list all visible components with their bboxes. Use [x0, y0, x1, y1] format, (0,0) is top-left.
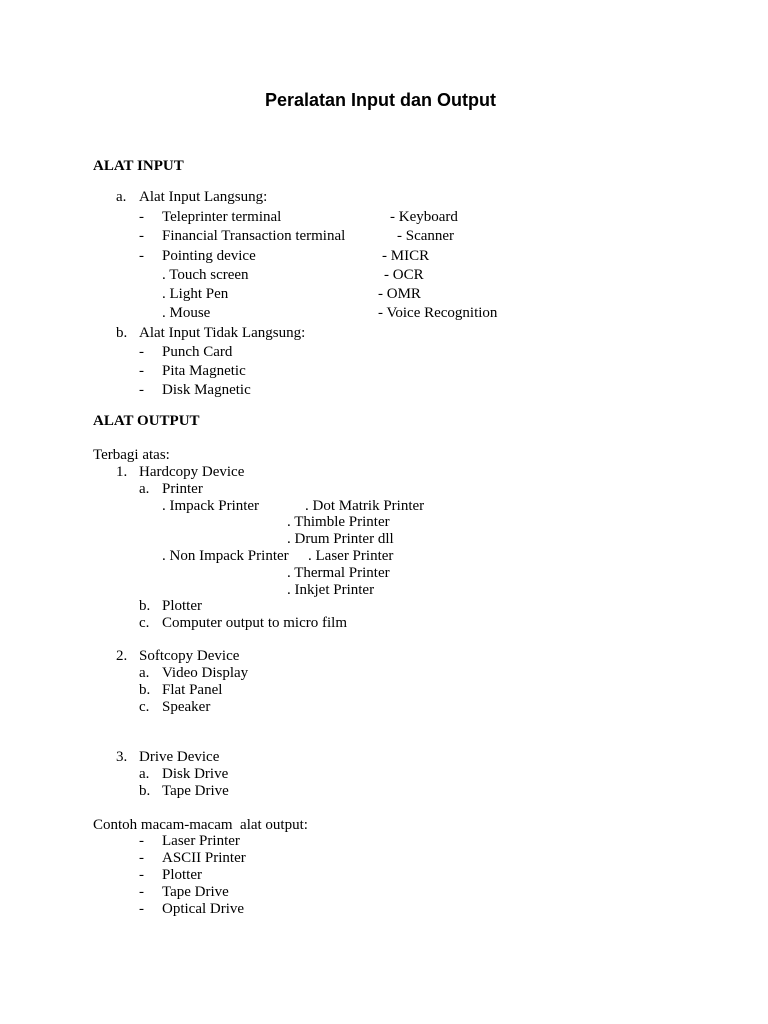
input-a-row-right: - OCR: [384, 267, 424, 283]
softcopy-item: Flat Panel: [162, 682, 223, 698]
example-item: Optical Drive: [162, 901, 245, 917]
softcopy-marker: 2.: [116, 648, 128, 664]
printer-type: . Thimble Printer: [287, 514, 390, 530]
printer-label: Printer: [162, 481, 203, 497]
softcopy-item-marker: c.: [139, 699, 150, 715]
printer-marker: a.: [139, 481, 150, 497]
drive-marker: 3.: [116, 749, 128, 765]
drive-item-marker: a.: [139, 766, 150, 782]
input-b-label: Alat Input Tidak Langsung:: [139, 325, 306, 341]
page-title: Peralatan Input dan Output: [265, 90, 497, 110]
hardcopy-label: Hardcopy Device: [139, 464, 245, 480]
hardcopy-marker: 1.: [116, 464, 128, 480]
input-a-label: Alat Input Langsung:: [139, 189, 268, 205]
example-item: Plotter: [162, 867, 202, 883]
input-b-item: Pita Magnetic: [162, 363, 246, 379]
printer-type: . Laser Printer: [308, 548, 394, 564]
example-item: Tape Drive: [162, 884, 229, 900]
softcopy-label: Softcopy Device: [139, 648, 240, 664]
example-item-marker: -: [139, 867, 144, 883]
input-b-item-marker: -: [139, 363, 144, 379]
example-item-marker: -: [139, 833, 144, 849]
printer-type: . Thermal Printer: [287, 565, 390, 581]
example-item-marker: -: [139, 884, 144, 900]
input-a-row-marker: -: [139, 228, 144, 244]
input-a-row-left: Teleprinter terminal: [162, 209, 282, 225]
printer-category: . Impack Printer: [162, 498, 260, 514]
input-b-item: Disk Magnetic: [162, 382, 251, 398]
printer-category: . Non Impack Printer: [162, 548, 289, 564]
input-a-row-right: - Keyboard: [390, 209, 458, 225]
printer-type: . Dot Matrik Printer: [305, 498, 425, 514]
input-a-row-right: - OMR: [378, 286, 421, 302]
drive-item: Disk Drive: [162, 766, 229, 782]
example-item: Laser Printer: [162, 833, 240, 849]
input-a-row-left: . Touch screen: [162, 267, 249, 283]
input-a-row-left: . Light Pen: [162, 286, 229, 302]
drive-item: Tape Drive: [162, 783, 229, 799]
example-item: ASCII Printer: [162, 850, 246, 866]
output-heading: ALAT OUTPUT: [93, 413, 200, 429]
input-heading: ALAT INPUT: [93, 158, 184, 174]
input-a-row-right: - MICR: [382, 248, 430, 264]
example-item-marker: -: [139, 850, 144, 866]
hardcopy-item: Plotter: [162, 598, 202, 614]
softcopy-item: Speaker: [162, 699, 211, 715]
hardcopy-item-marker: b.: [139, 598, 151, 614]
drive-label: Drive Device: [139, 749, 220, 765]
input-a-row-marker: -: [139, 248, 144, 264]
hardcopy-item-marker: c.: [139, 615, 150, 631]
hardcopy-item: Computer output to micro film: [162, 615, 347, 631]
input-b-item-marker: -: [139, 382, 144, 398]
input-b-marker: b.: [116, 325, 128, 341]
input-a-row-left: Pointing device: [162, 248, 256, 264]
softcopy-item-marker: b.: [139, 682, 151, 698]
drive-item-marker: b.: [139, 783, 151, 799]
input-a-row-left: Financial Transaction terminal: [162, 228, 346, 244]
input-b-item: Punch Card: [162, 344, 233, 360]
printer-type: . Inkjet Printer: [287, 582, 375, 598]
printer-type: . Drum Printer dll: [287, 531, 394, 547]
example-item-marker: -: [139, 901, 144, 917]
input-a-row-marker: -: [139, 209, 144, 225]
input-a-row-right: - Voice Recognition: [378, 305, 498, 321]
examples-intro: Contoh macam-macam alat output:: [93, 817, 308, 833]
softcopy-item-marker: a.: [139, 665, 150, 681]
input-a-row-right: - Scanner: [397, 228, 455, 244]
input-b-item-marker: -: [139, 344, 144, 360]
input-a-marker: a.: [116, 189, 127, 205]
softcopy-item: Video Display: [162, 665, 249, 681]
input-a-row-left: . Mouse: [162, 305, 211, 321]
output-intro: Terbagi atas:: [93, 447, 170, 463]
